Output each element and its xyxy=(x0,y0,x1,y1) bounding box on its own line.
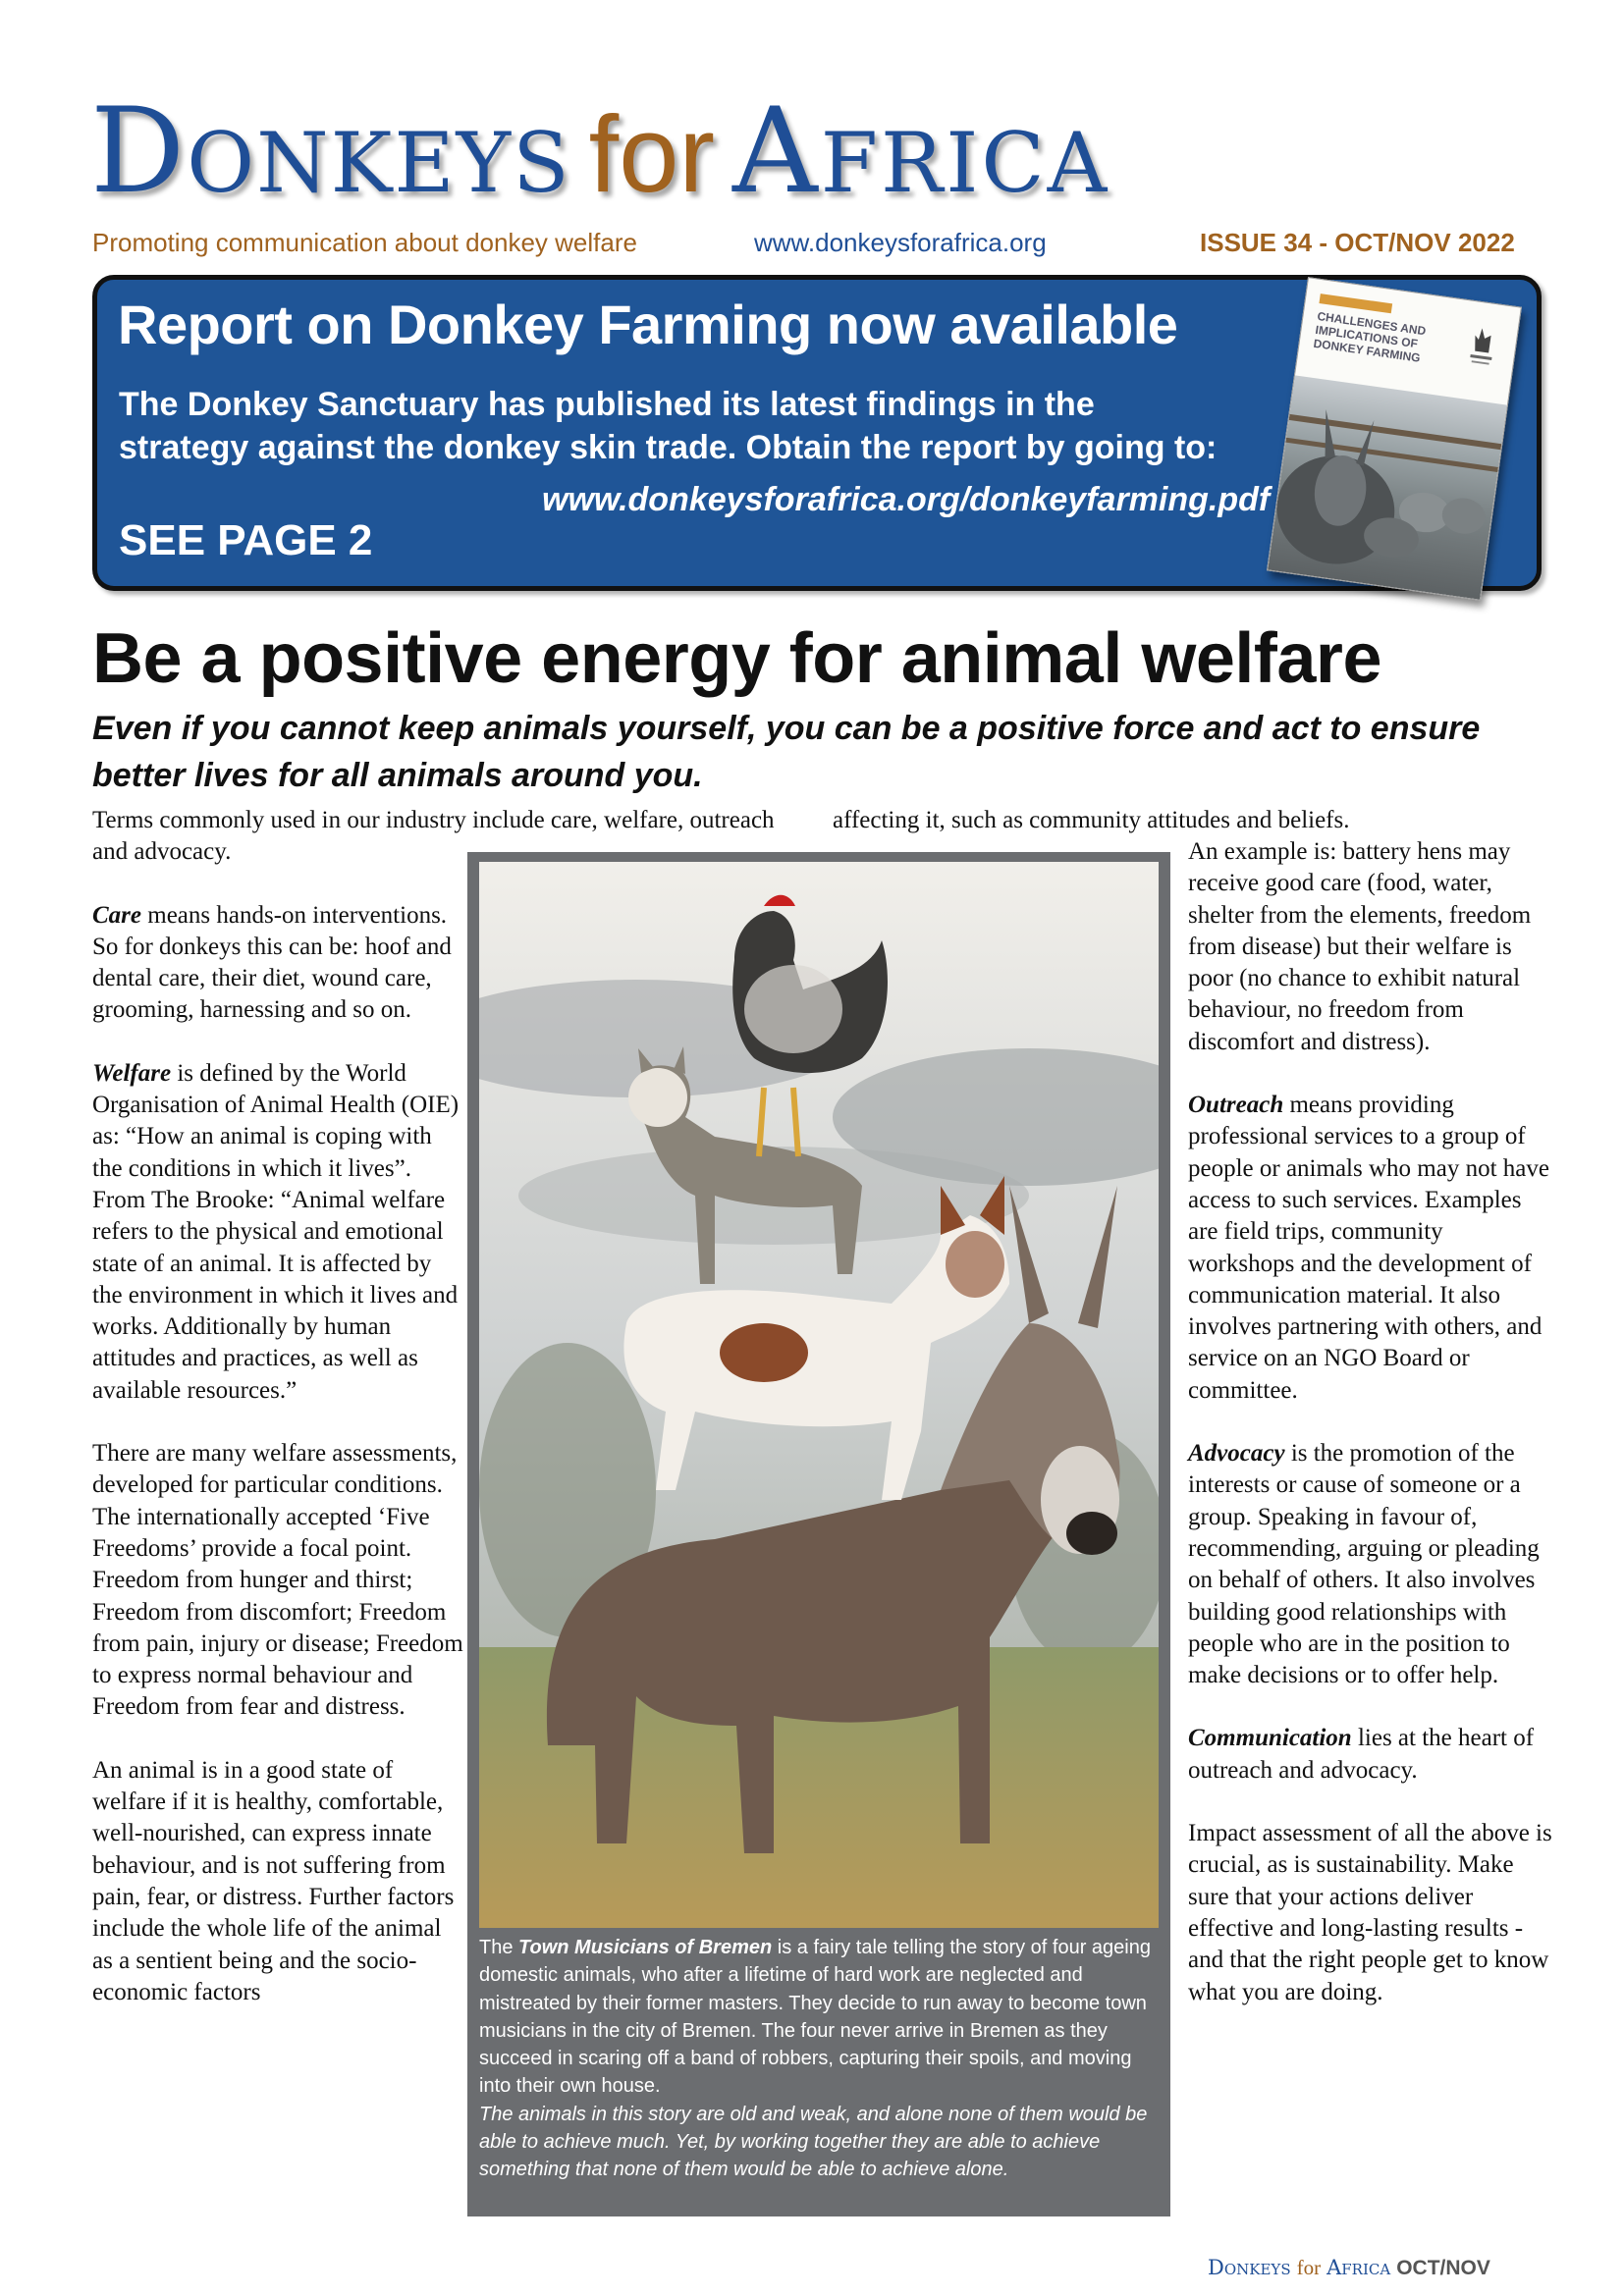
outreach-text: means providing professional services to a group of people or animals who may not have access to such services. Examples are field trips, community workshops and the development of communication material. It also involves partnering with others, and service on an NGO Board or committee. xyxy=(1188,1092,1549,1404)
advocacy-paragraph xyxy=(1188,1438,1553,1691)
cover-photo xyxy=(1268,375,1507,599)
care-text: means hands-on interventions. So for donkeys this can be: hoof and dental care, their diet, wound care, grooming, harnessing and so on. xyxy=(92,901,452,1024)
report-link[interactable]: www.donkeysforafrica.org/donkeyfarming.pdf xyxy=(542,481,1271,518)
photo-caption xyxy=(479,1934,1157,2184)
tagline: Promoting communication about donkey welfare xyxy=(92,228,637,257)
donkey-sanctuary-logo-icon xyxy=(1463,320,1502,371)
footer-for: for xyxy=(1296,2256,1322,2279)
outreach-paragraph xyxy=(1188,1090,1553,1407)
communication-paragraph xyxy=(1188,1723,1553,1787)
advocacy-text: is the promotion of the interests or cause of someone or a group. Speaking in favour of, recommending, arguing or pleading on behalf of others. It also involves building good relationships with people who are in the position to make decisions or to offer help. xyxy=(1188,1440,1540,1689)
impact-paragraph: Impact assessment of all the above is crucial, as is sustainability. Make sure that your actions deliver effective and long-lasting results - and that the right people get to know what you are doing. xyxy=(1188,1820,1552,2005)
masthead-for: for xyxy=(588,94,716,215)
bremen-musicians-photo xyxy=(479,862,1159,1934)
communication-lead: Communication xyxy=(1188,1725,1352,1752)
masthead-africa: Africa xyxy=(732,83,1110,220)
example-paragraph: An example is: battery hens may receive good care (food, water, shelter from the elements, freedom from disease) but their welfare is poor (no chance to exhibit natural behaviour, no freedom from discomfort and distress). xyxy=(1188,838,1532,1055)
footer-date: OCT/NOV xyxy=(1396,2257,1490,2279)
continuation-line: affecting it, such as community attitudes and beliefs. xyxy=(833,807,1350,833)
welfare-lead: Welfare xyxy=(92,1059,172,1087)
page-footer xyxy=(1208,2256,1490,2280)
advocacy-lead: Advocacy xyxy=(1188,1440,1285,1468)
animals-stack-illustration xyxy=(479,862,1159,1934)
column-right xyxy=(1188,836,1553,2040)
article-subhead: Even if you cannot keep animals yourself, you can be a positive force and act to ensure better lives for all animals around you. xyxy=(92,710,1481,794)
welfare-text: is defined by the World Organisation of Animal Health (OIE) as: “How an animal is coping with the conditions in which it lives”. From The Brooke: “Animal welfare refers to the physical and emotional state of an animal. It is affected by the environment in which it lives and works. Additionally by human attitudes and practices, as well as available resources.” xyxy=(92,1059,460,1404)
footer-africa: Africa xyxy=(1326,2256,1391,2279)
communication-text: lies at the heart of outreach and advocacy. xyxy=(1188,1725,1535,1784)
caption-title: Town Musicians of Bremen xyxy=(518,1937,773,1958)
assessments-paragraph: There are many welfare assessments, developed for particular conditions. The internationally accepted ‘Five Freedoms’ provide a focal point. Freedom from hunger and thirst; Freedom from discomfort; Freedom from pain, injury or disease; Freedom to express normal behaviour and Freedom from fear and distress. xyxy=(92,1440,463,1721)
welfare-paragraph xyxy=(92,1058,463,1407)
intro-paragraph: Terms commonly used in our industry include care, welfare, outreach and advocacy. xyxy=(92,807,775,866)
masthead-donkeys: Donkeys xyxy=(90,83,571,220)
article-headline: Be a positive energy for animal welfare xyxy=(92,619,1381,698)
caption-prefix: The xyxy=(479,1937,519,1958)
banner-body: The Donkey Sanctuary has published its latest findings in the strategy against the donkey skin trade. Obtain the report by going to: xyxy=(119,386,1218,466)
footer-donkeys: Donkeys xyxy=(1208,2256,1291,2279)
cover-title: CHALLENGES AND IMPLICATIONS OF DONKEY FARMING xyxy=(1312,308,1428,365)
care-lead: Care xyxy=(92,901,141,929)
caption-italic: The animals in this story are old and weak, and alone none of them would be able to achieve much. Yet, by working together they are able to achieve something that none of them would be able to achieve alone. xyxy=(479,2103,1148,2181)
masthead xyxy=(90,79,1563,226)
caption-text: is a fairy tale telling the story of four ageing domestic animals, who after a lifetime of hard work are neglected and mistreated by their former masters. They decide to run away to become town musicians in the city of Bremen. The four never arrive in Bremen as they succeed in scaring off a band of robbers, capturing their spoils, and moving into their own house. xyxy=(479,1937,1151,2098)
website-link[interactable]: www.donkeysforafrica.org xyxy=(754,228,1047,257)
good-state-paragraph: An animal is in a good state of welfare if it is healthy, comfortable, well-nourished, can express innate behaviour, and is not suffering from pain, fear, or distress. Further factors include the whole life of the animal as a sentient being and the socio-economic factors xyxy=(92,1756,455,2005)
see-page-label: SEE PAGE 2 xyxy=(119,516,373,564)
donkeys-in-pen-illustration xyxy=(1268,375,1507,599)
banner-title: Report on Donkey Farming now available xyxy=(118,294,1178,355)
outreach-lead: Outreach xyxy=(1188,1092,1284,1119)
report-cover-image xyxy=(1267,277,1522,601)
issue-label: ISSUE 34 - OCT/NOV 2022 xyxy=(1200,228,1515,257)
care-paragraph xyxy=(92,900,463,1027)
